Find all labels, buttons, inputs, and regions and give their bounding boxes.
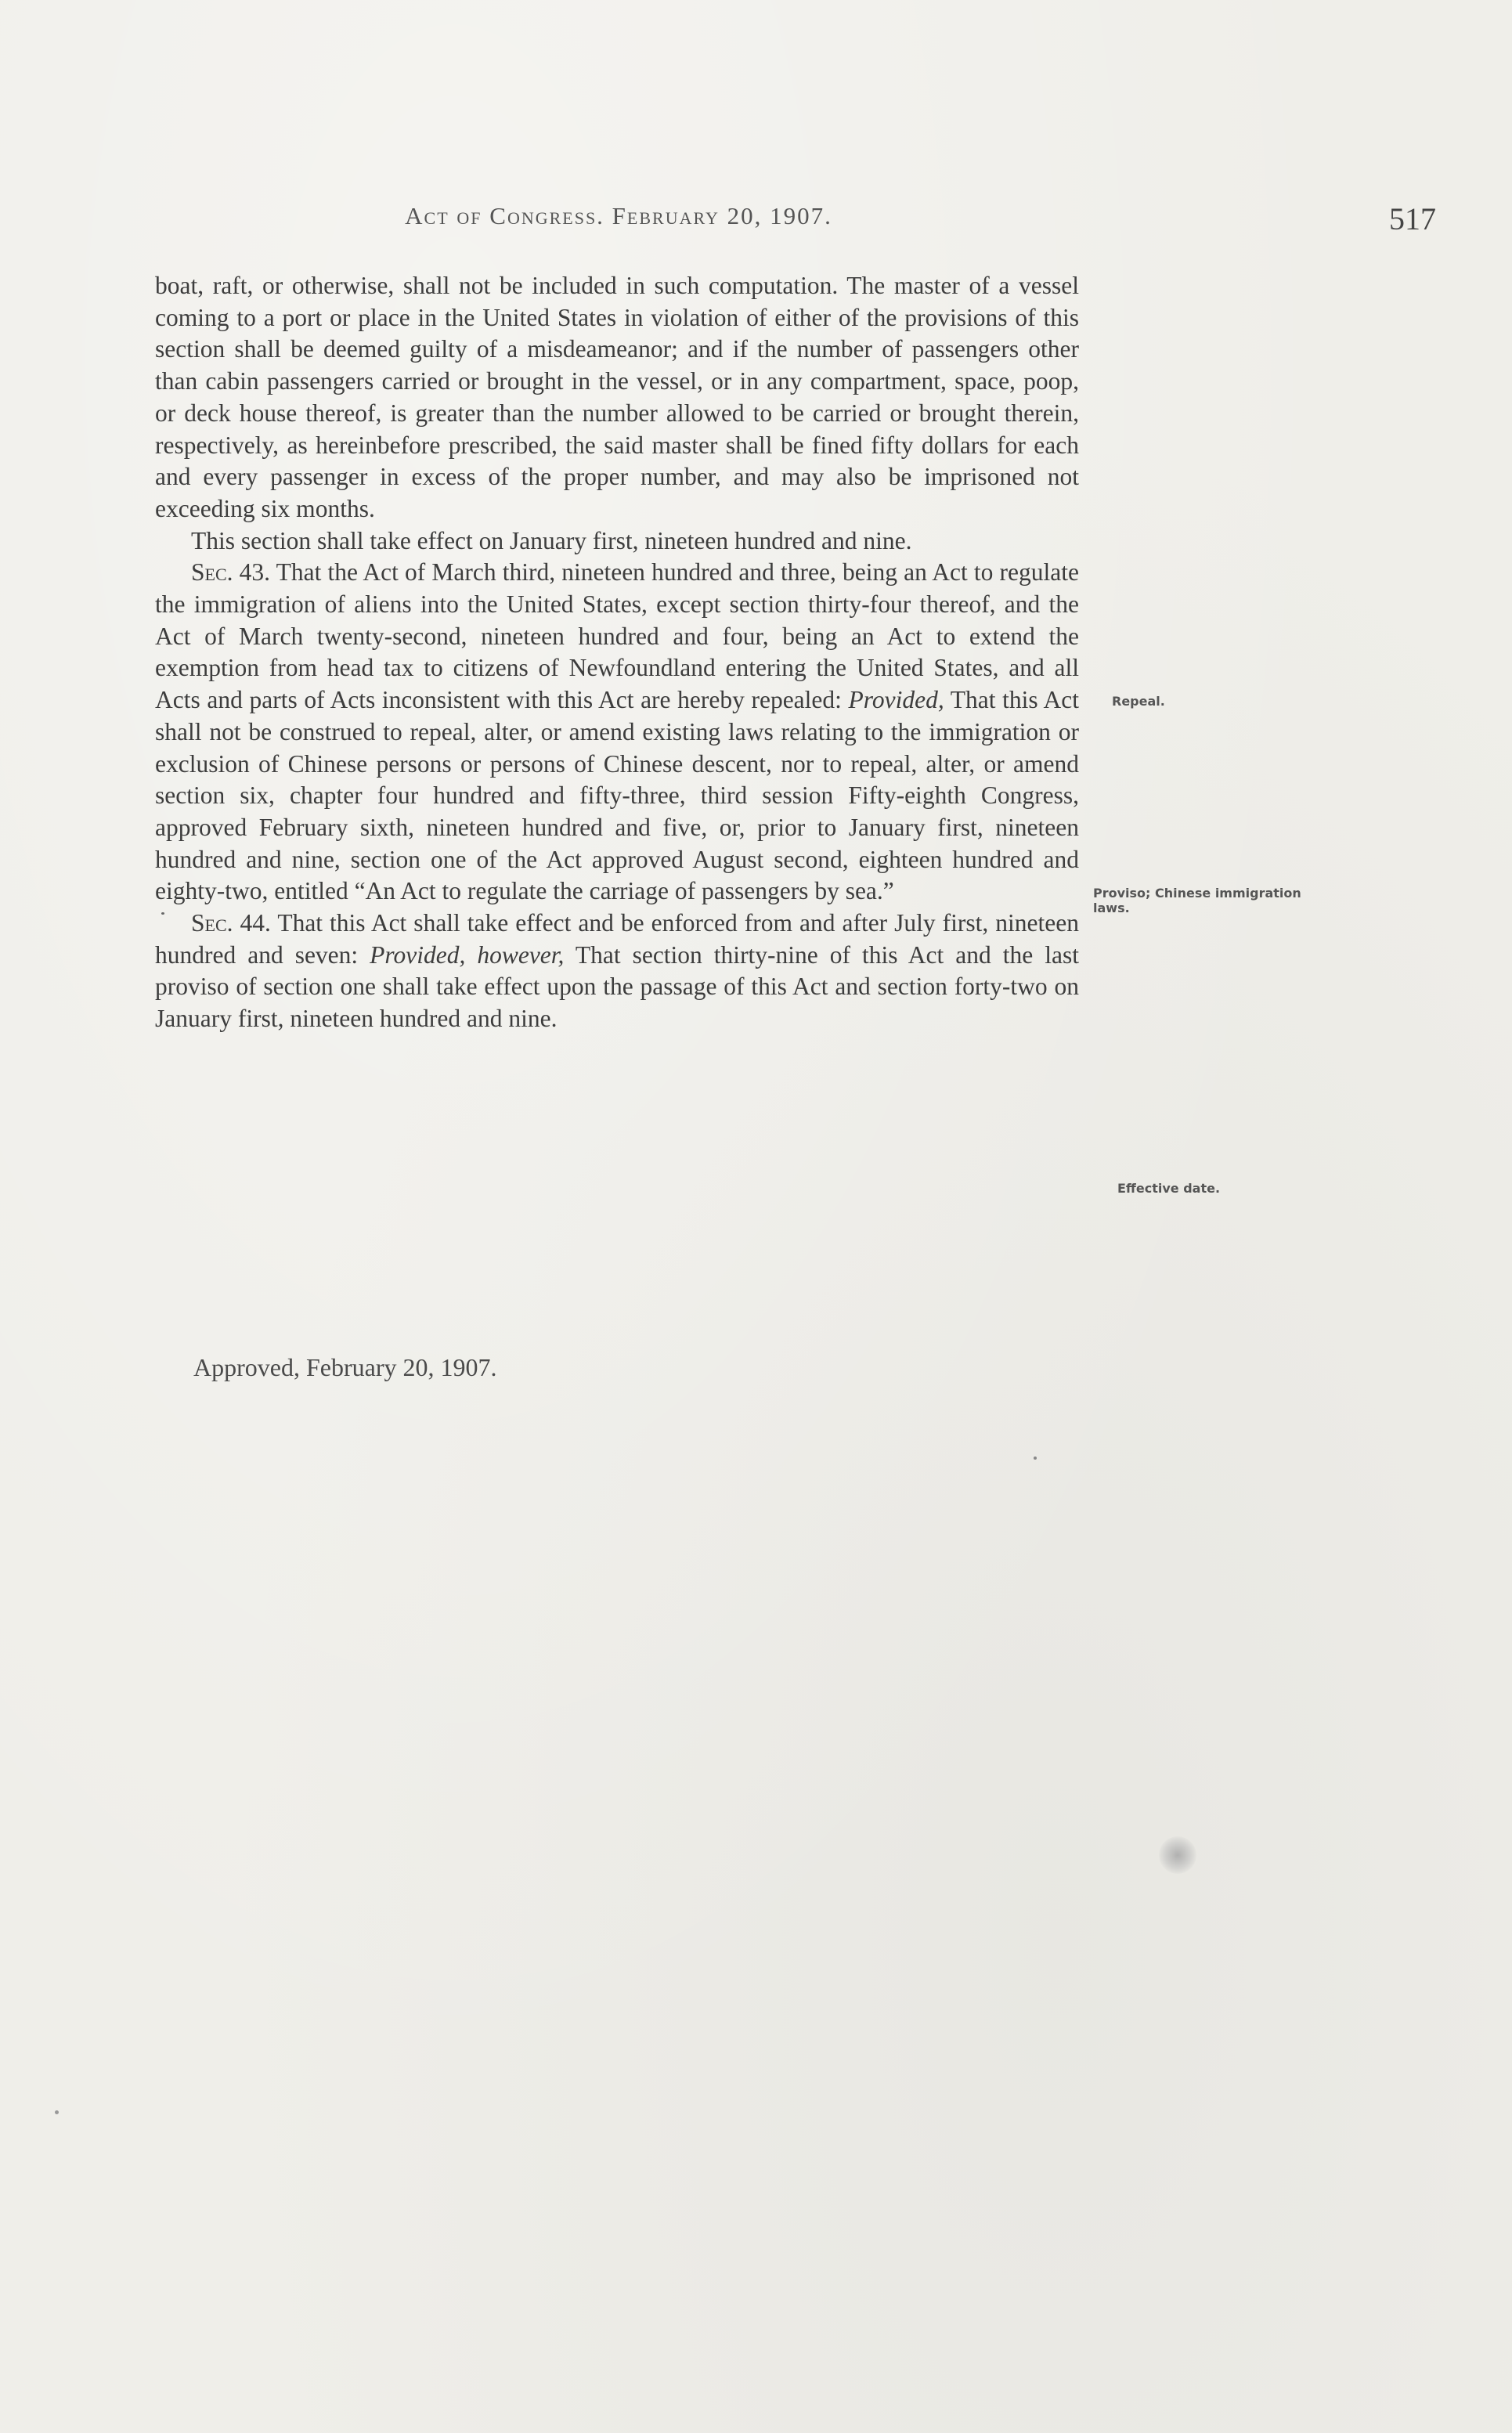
dust-speck: [55, 2110, 59, 2114]
dust-speck: [1034, 1457, 1037, 1460]
section-number: Sec. 43.: [191, 558, 271, 587]
section-43-text-a: That the Act of March third, nineteen hundred and three, being an Act to regulate the immigration of aliens into the United States, except section thirty-four thereof, and the Act of March twenty-second, nineteen hundred and four, being an Act to extend the exemption from head tax to citizens of Newfoundland entering the United States, and all Acts and parts of Acts inconsistent with this Act are hereby repealed:: [155, 558, 1079, 714]
paragraph-section-43: [155, 557, 1079, 908]
section-43-text-b: That this Act shall not be construed to repeal, alter, or amend existing laws relating to the immigration or exclusion of Chinese persons or persons of Chinese descent, nor to repeal, alter, or amend section six, chapter four hundred and fifty-three, third session Fifty-eighth Congress, approved February sixth, nineteen hundred and five, or, prior to January first, nineteen hundred and nine, section one of the Act approved August second, eighteen hundred and eighty-two, entitled “An Act to regulate the carriage of passengers by sea.”: [155, 686, 1079, 905]
approval-line: Approved, February 20, 1907.: [193, 1353, 497, 1381]
section-44-text-a: That this Act shall take effect and be enforced from and after July first, nineteen hundred and seven:: [155, 909, 1079, 969]
margin-note-proviso: Proviso; Chinese immigration laws.: [1093, 886, 1301, 915]
ink-blot: [1159, 1836, 1196, 1874]
page-number: 517: [1389, 201, 1436, 236]
margin-note-repeal: Repeal.: [1112, 694, 1165, 709]
proviso-keyword: Provided, however,: [370, 940, 565, 969]
paragraph-effect: This section shall take effect on January first, nineteen hundred and nine.: [191, 526, 912, 554]
running-head: Act of Congress. February 20, 1907.: [405, 202, 832, 229]
dust-speck: [161, 912, 164, 915]
paragraph-section-44: [155, 908, 1079, 1035]
paragraph-continuation: boat, raft, or otherwise, shall not be included in such computation. The master of a vessel coming to a port or place in the United States in violation of either of the provisions of this section shall be deemed guilty of a misdeameanor; and if the number of passengers other than cabin passengers carried or brought in the vessel, or in any compartment, space, poop, or deck house thereof, is greater than the number allowed to be carried or brought therein, respectively, as hereinbefore prescribed, the said master shall be fined fifty dollars for each and every passenger in excess of the proper number, and may also be imprisoned not exceeding six months.: [155, 272, 1079, 522]
margin-note-effective-date: Effective date.: [1117, 1181, 1221, 1196]
body-text: [155, 270, 1079, 1035]
proviso-keyword: Provided,: [848, 686, 944, 714]
section-44-text-b: That section thirty-nine of this Act and the last proviso of section one shall take effect upon the passage of this Act and section forty-two on January first, nineteen hundred and nine.: [155, 940, 1079, 1033]
section-number: Sec. 44.: [191, 909, 271, 937]
